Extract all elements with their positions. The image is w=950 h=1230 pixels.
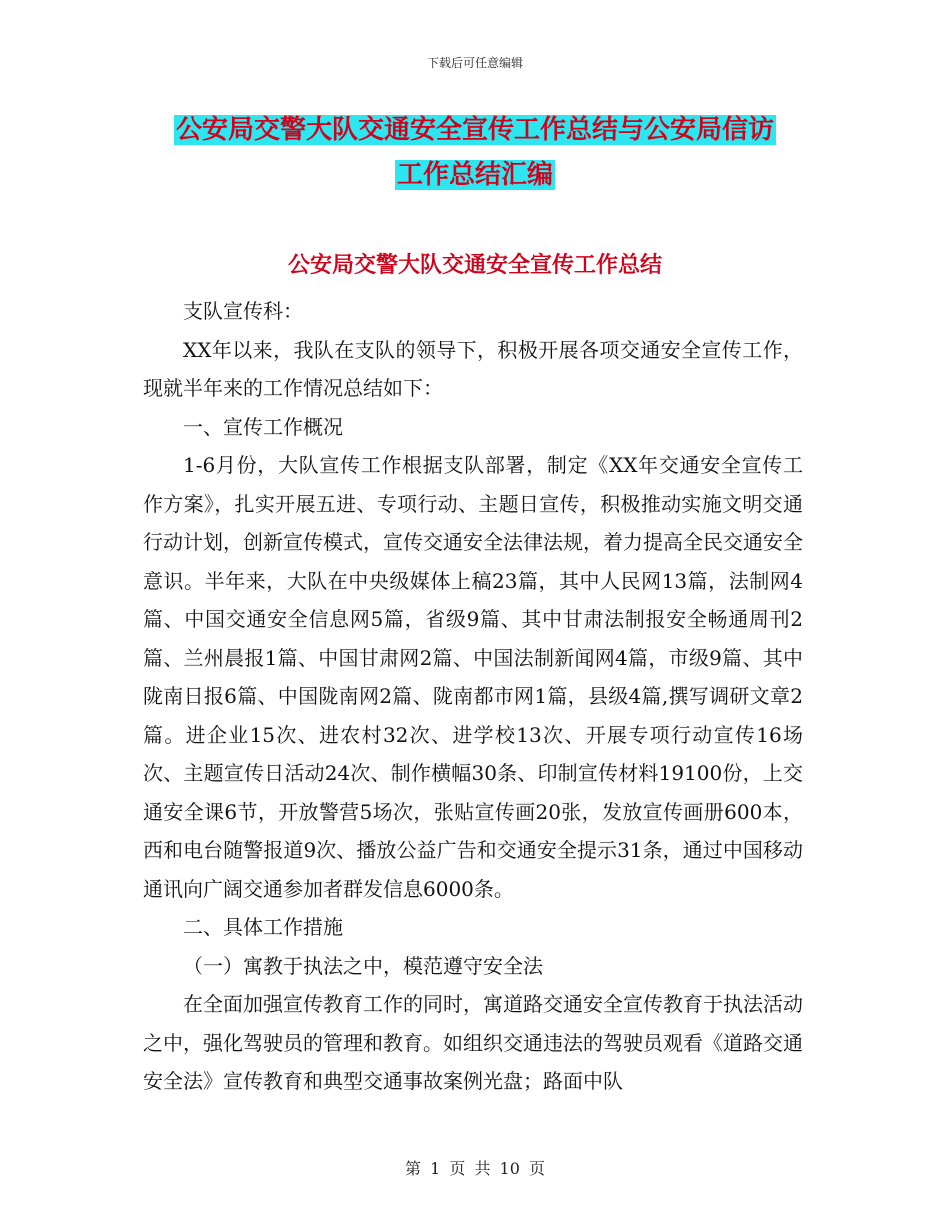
document-body xyxy=(143,292,803,1101)
document-title-line-2: 工作总结汇编 xyxy=(396,160,553,190)
heading-overview: 一、宣传工作概况 xyxy=(183,414,343,439)
salutation: 支队宣传科： xyxy=(183,299,303,323)
subheading-enforcement: （一）寓教于执法之中，模范遵守安全法 xyxy=(183,953,543,978)
heading-measures: 二、具体工作措施 xyxy=(183,915,343,939)
page-footer: 第 1 页 共 10 页 xyxy=(405,1159,545,1178)
document-title xyxy=(0,108,950,198)
document-title-line-1: 公安局交警大队交通安全宣传工作总结与公安局信访 xyxy=(175,115,774,145)
page-header: 下载后可任意编辑 xyxy=(426,56,523,70)
paragraph-intro: XX年以来，我队在支队的领导下，积极开展各项交通安全宣传工作，现就半年来的工作情况总结如下： xyxy=(143,337,803,400)
paragraph-overview: 1-6月份，大队宣传工作根据支队部署，制定《XX年交通安全宣传工作方案》，扎实开展五进、专项行动、主题日宣传，积极推动实施文明交通行动计划，创新宣传模式，宣传交通安全法律法规，着力提高全民交通安全意识。半年来，大队在中央级媒体上稿23篇，其中人民网13篇，法制网4篇、中国交通安全信息网5篇，省级9篇、其中甘肃法制报安全畅通周刊2篇、兰州晨报1篇、中国甘肃网2篇、中国法制新闻网4篇，市级9篇、其中陇南日报6篇、中国陇南网2篇、陇南都市网1篇，县级4篇,撰写调研文章2篇。进企业15次、进农村32次、进学校13次、开展专项行动宣传16场次、主题宣传日活动24次、制作横幅30条、印制宣传材料19100份，上交通安全课6节，开放警营5场次，张贴宣传画20张，发放宣传画册600本，西和电台随警报道9次、播放公益广告和交通安全提示31条，通过中国移动通讯向广阔交通参加者群发信息6000条。 xyxy=(143,453,803,901)
paragraph-enforcement: 在全面加强宣传教育工作的同时，寓道路交通安全宣传教育于执法活动之中，强化驾驶员的管理和教育。如组织交通违法的驾驶员观看《道路交通安全法》宣传教育和典型交通事故案例光盘；路面中队 xyxy=(143,992,803,1093)
section-title: 公安局交警大队交通安全宣传工作总结 xyxy=(287,252,662,278)
